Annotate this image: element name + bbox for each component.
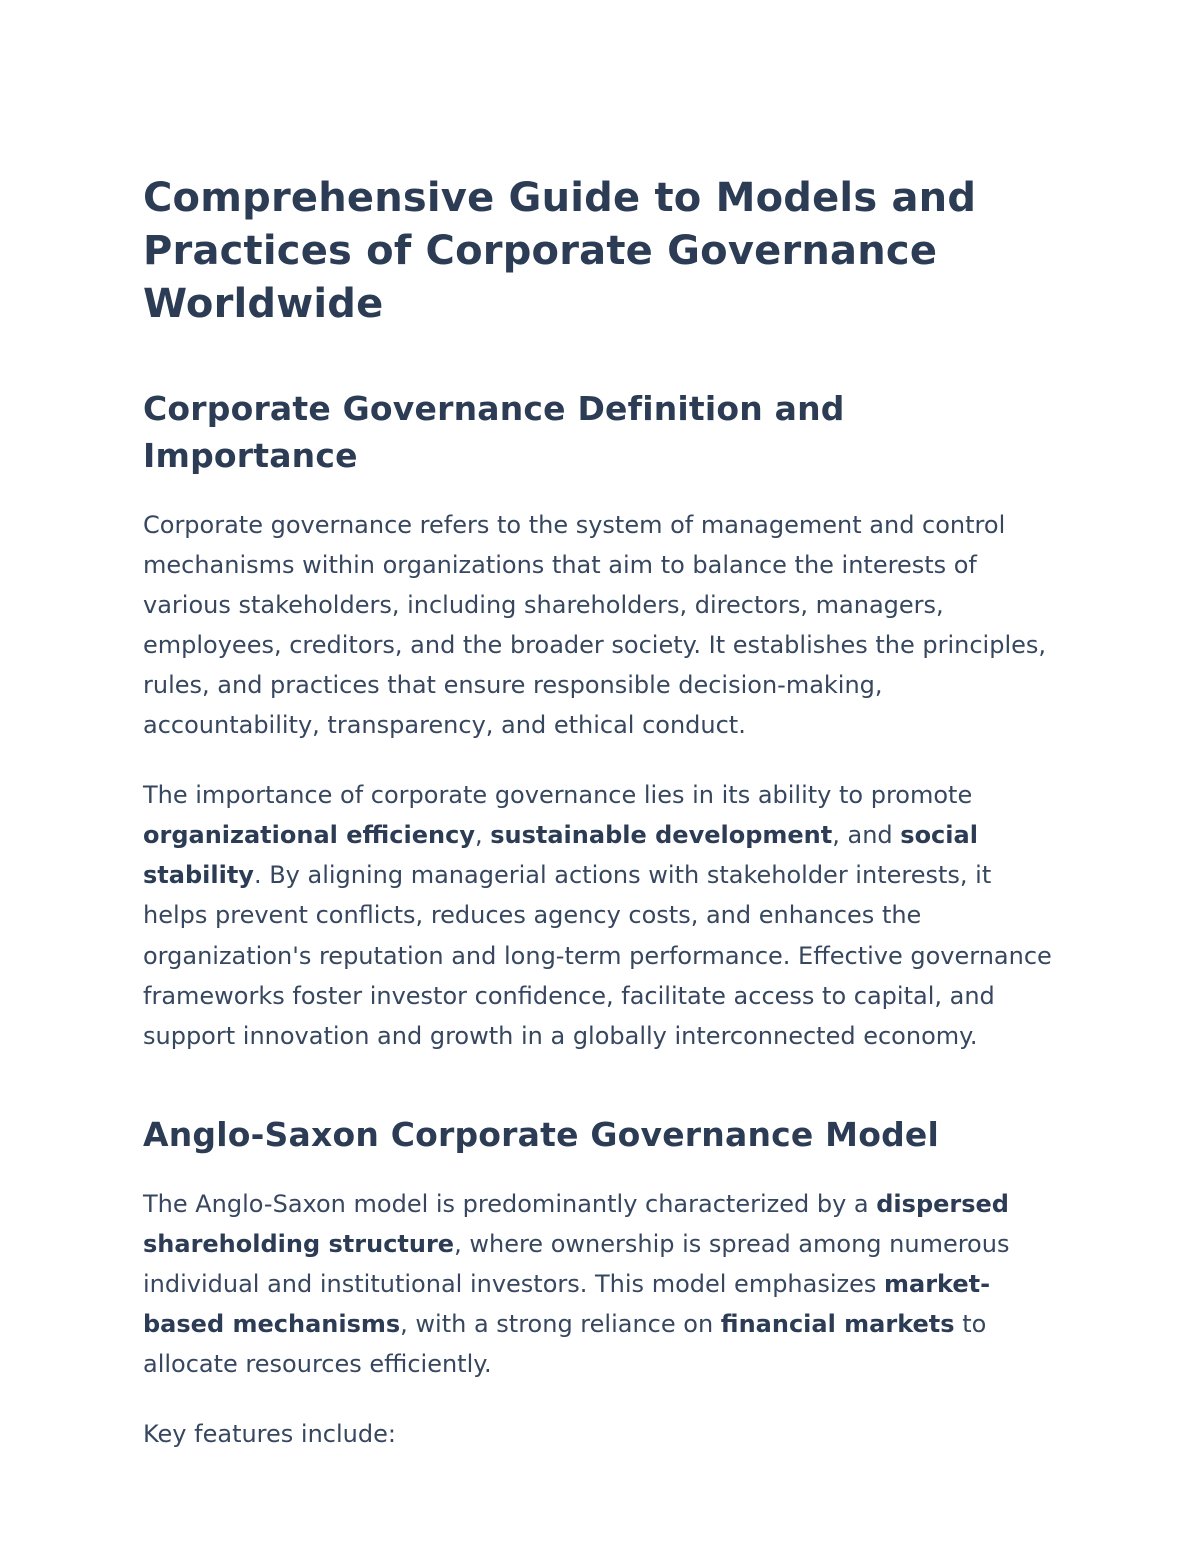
bold-text-market-based-mechanisms: market-based mechanisms <box>143 1270 991 1339</box>
bold-text-organizational-efficiency: organizational efficiency <box>143 821 475 850</box>
bold-text-social-stability: social stability <box>143 821 978 890</box>
paragraph-governance-definition: Corporate governance refers to the system of management and control mechanisms within organizations that aim to balance the interests of various stakeholders, including shareholders, directors, managers, employees, creditors, and the broader society. It establishes the principles, rules, and practices that ensure responsible decision-making, accountability, transparency, and ethical conduct. <box>143 510 1047 740</box>
paragraph-anglo-saxon-description <box>143 1184 1057 1384</box>
text-segment: , and <box>832 821 901 850</box>
text-segment: , where ownership is spread among numerous individual and institutional investors. This model emphasizes <box>143 1230 1010 1299</box>
text-segment: The importance of corporate governance lies in its ability to promote <box>143 781 973 810</box>
bold-text-sustainable-development: sustainable development <box>490 821 833 850</box>
text-segment: . By aligning managerial actions with stakeholder interests, it helps prevent conflicts, reduces agency costs, and enhances the organization's reputation and long-term performance. Effective governance frameworks foster investor confidence, facilitate access to capital, and support innovation and growth in a globally interconnected economy. <box>143 861 1052 1050</box>
text-segment: , <box>474 821 491 850</box>
bold-text-financial-markets: financial markets <box>720 1310 955 1339</box>
section-heading-definition-importance: Corporate Governance Definition and Importance <box>143 389 845 475</box>
section-heading-anglo-saxon-model: Anglo-Saxon Corporate Governance Model <box>143 1114 939 1154</box>
text-segment: The Anglo-Saxon model is predominantly characterized by a <box>143 1189 877 1218</box>
bold-text-dispersed-shareholding: dispersed shareholding structure <box>143 1189 1009 1259</box>
document-title: Comprehensive Guide to Models and Practices of Corporate Governance Worldwide <box>143 175 977 327</box>
text-segment: , with a strong reliance on <box>400 1310 721 1339</box>
paragraph-key-features-intro: Key features include: <box>143 1420 396 1449</box>
text-segment: to allocate resources efficiently. <box>143 1310 987 1379</box>
paragraph-governance-importance <box>143 775 1057 1056</box>
